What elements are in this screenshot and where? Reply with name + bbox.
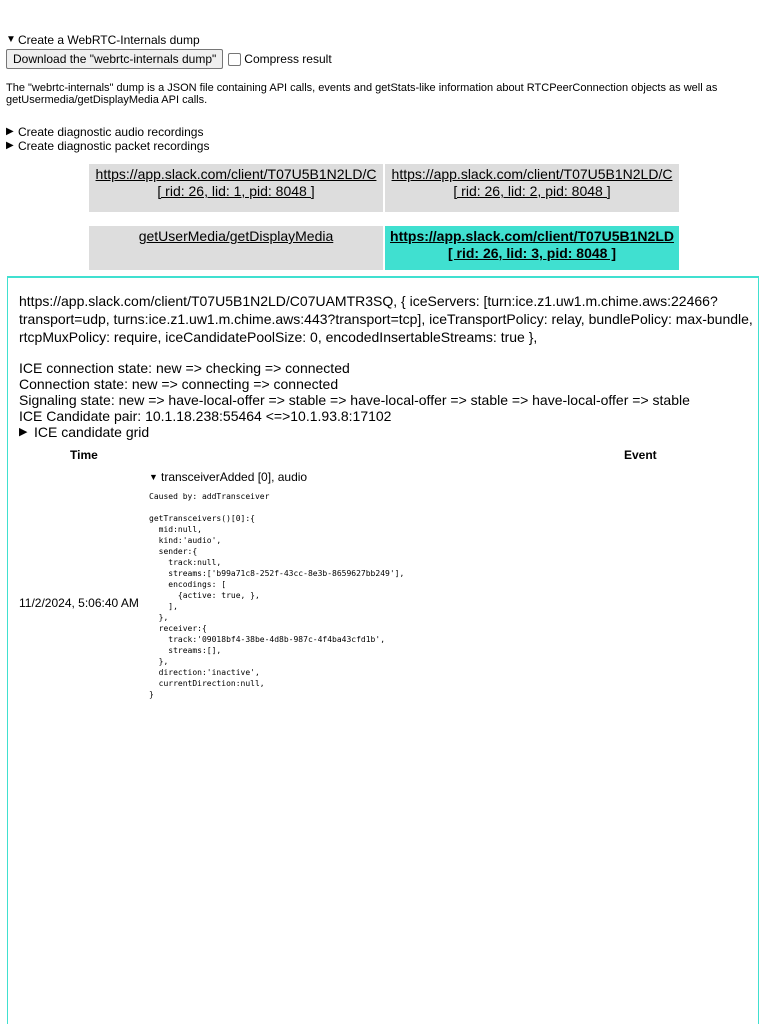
collapsed-triangle-icon: ▶	[19, 426, 28, 438]
expanded-triangle-icon: ▼	[149, 472, 158, 482]
event-column-header: Event	[624, 448, 657, 462]
event-detail-json: getTransceivers()[0]:{ mid:null, kind:'audio', sender:{ track:null, streams:['b99a71c8-252f-43cc-8e3b-8659627bb249'], encodings: [ {active: true, }, ], }, receiver:{ track:'09018bf4-38be-4d8b-987c-4f4ba43cfd1b', streams:[], }, direction:'inactive', currentDirection:null, }	[149, 514, 405, 699]
signaling-state: Signaling state: new => have-local-offer => stable => have-local-offer => stable => have-local-offer => stable	[19, 392, 690, 408]
ice-candidate-grid-label: ICE candidate grid	[34, 424, 150, 440]
ice-connection-state: ICE connection state: new => checking => connected	[19, 360, 350, 376]
packet-recordings-summary[interactable]	[6, 139, 209, 153]
event-summary-label: transceiverAdded [0], audio	[161, 470, 308, 484]
packet-recordings-label: Create diagnostic packet recordings	[18, 139, 210, 153]
collapsed-sections	[6, 125, 209, 153]
time-column-header: Time	[70, 448, 98, 462]
compress-checkbox[interactable]	[228, 53, 241, 66]
tab-getusermedia[interactable]	[89, 226, 383, 270]
dump-description: The "webrtc-internals" dump is a JSON file containing API calls, events and getStats-like information about RTCPeerConnection objects as well as getUsermedia/getDisplayMedia API calls.	[6, 82, 718, 106]
tab-ids[interactable]: [ rid: 26, lid: 1, pid: 8048 ]	[157, 183, 315, 199]
ice-candidate-grid-summary[interactable]	[19, 424, 754, 440]
audio-recordings-summary[interactable]	[6, 125, 209, 139]
peer-connection-panel	[7, 276, 759, 1024]
dump-section	[6, 33, 756, 69]
ice-candidate-pair: ICE Candidate pair: 10.1.18.238:55464 <=>10.1.93.8:17102	[19, 408, 392, 424]
tab-ids[interactable]: [ rid: 26, lid: 3, pid: 8048 ]	[447, 245, 617, 261]
tab-label[interactable]: getUserMedia/getDisplayMedia	[138, 228, 334, 244]
audio-recordings-label: Create diagnostic audio recordings	[18, 125, 204, 139]
tab-url[interactable]: https://app.slack.com/client/T07U5B1N2LD	[390, 228, 674, 244]
tab-ids[interactable]: [ rid: 26, lid: 2, pid: 8048 ]	[453, 183, 611, 199]
dump-controls	[6, 49, 756, 69]
collapsed-triangle-icon: ▶	[6, 140, 14, 151]
event-time: 11/2/2024, 5:06:40 AM	[19, 596, 139, 610]
event-details	[149, 470, 709, 700]
tab-peer-connection-2[interactable]	[385, 164, 679, 212]
compress-label: Compress result	[244, 52, 332, 66]
peer-connection-config: https://app.slack.com/client/T07U5B1N2LD/C07UAMTR3SQ, { iceServers: [turn:ice.z1.uw1.m.chime.aws:22466?transport=udp, turns:ice.z1.uw1.m.chime.aws:443?transport=tcp], iceTransportPolicy: relay, bundlePolicy: max-bundle, rtcpMuxPolicy: require, iceCandidatePoolSize: 0, encodedInsertableStreams: true },	[19, 293, 753, 345]
event-caused-by: Caused by: addTransceiver	[149, 492, 270, 501]
tab-url[interactable]: https://app.slack.com/client/T07U5B1N2LD/C	[95, 166, 377, 182]
connection-states	[19, 360, 754, 440]
tab-url[interactable]: https://app.slack.com/client/T07U5B1N2LD/C	[391, 166, 673, 182]
expanded-triangle-icon: ▼	[6, 34, 16, 45]
collapsed-triangle-icon: ▶	[6, 126, 14, 137]
connection-state: Connection state: new => connecting => connected	[19, 376, 339, 392]
dump-summary-label: Create a WebRTC-Internals dump	[18, 33, 200, 47]
tab-peer-connection-1[interactable]	[89, 164, 383, 212]
event-summary[interactable]	[149, 470, 709, 484]
tab-peer-connection-3[interactable]	[385, 226, 679, 270]
download-dump-button[interactable]: Download the "webrtc-internals dump"	[6, 49, 223, 69]
dump-details-summary[interactable]	[6, 33, 756, 47]
